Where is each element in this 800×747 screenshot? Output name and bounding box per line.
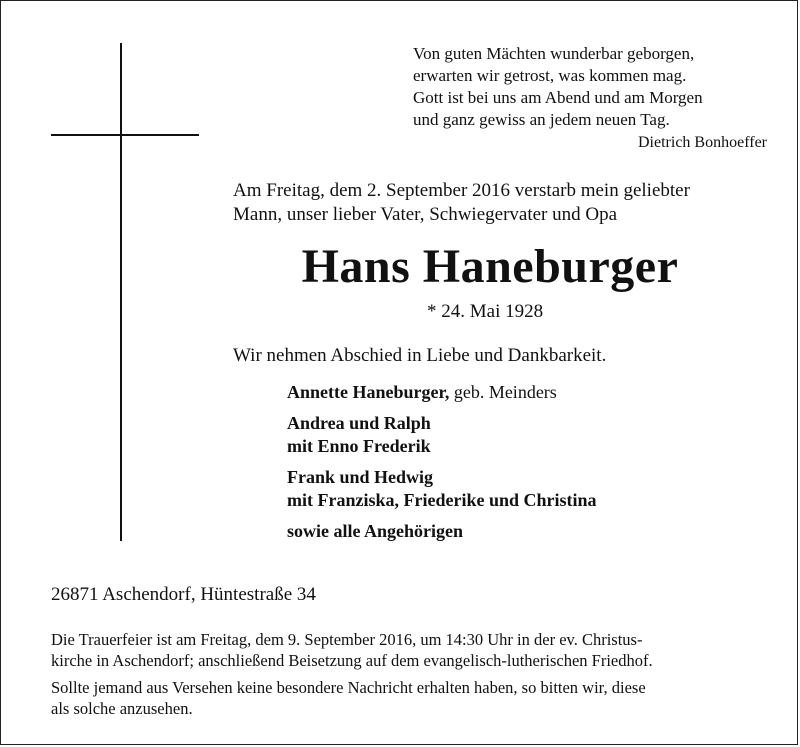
funeral-line: kirche in Aschendorf; anschließend Beisetzung auf dem evangelisch-lutherischen Friedhof. — [51, 651, 653, 670]
wife-maiden-name: geb. Meinders — [449, 382, 557, 402]
poem-line: Gott ist bei uns am Abend und am Morgen — [413, 88, 703, 107]
cross-icon-horizontal-bar — [51, 134, 199, 136]
death-announcement — [233, 179, 690, 227]
notice-line: als solche anzusehen. — [51, 699, 193, 718]
funeral-line: Die Trauerfeier ist am Freitag, dem 9. September 2016, um 14:30 Uhr in der ev. Christus- — [51, 630, 643, 649]
poem-line: und ganz gewiss an jedem neuen Tag. — [413, 110, 670, 129]
deceased-name: Hans Haneburger — [301, 240, 679, 293]
poem — [413, 43, 703, 131]
farewell-text: Wir nehmen Abschied in Liebe und Dankbarkeit. — [233, 345, 607, 366]
notice-line: Sollte jemand aus Versehen keine besondere Nachricht erhalten haben, so bitten wir, diese — [51, 678, 646, 697]
announcement-line: Am Freitag, dem 2. September 2016 verstarb mein geliebter — [233, 180, 690, 201]
address: 26871 Aschendorf, Hüntestraße 34 — [51, 584, 316, 605]
poem-line: erwarten wir getrost, was kommen mag. — [413, 66, 687, 85]
family-line: Frank und Hedwig — [287, 467, 434, 487]
announcement-line: Mann, unser lieber Vater, Schwiegervater und Opa — [233, 204, 618, 225]
notice-info — [51, 677, 759, 719]
poem-line: Von guten Mächten wunderbar geborgen, — [413, 44, 695, 63]
poem-author: Dietrich Bonhoeffer — [638, 134, 767, 151]
family-list — [287, 381, 597, 543]
birth-date: * 24. Mai 1928 — [427, 301, 544, 322]
family-wife — [287, 381, 597, 404]
funeral-notes — [51, 629, 759, 725]
family-group — [287, 466, 597, 512]
family-others: sowie alle Angehörigen — [287, 521, 463, 541]
family-group — [287, 412, 597, 458]
family-line: Andrea und Ralph — [287, 413, 431, 433]
funeral-info — [51, 629, 759, 671]
wife-name: Annette Haneburger, — [287, 382, 450, 402]
family-line: mit Franziska, Friederike und Christina — [287, 490, 597, 510]
family-line: mit Enno Frederik — [287, 436, 431, 456]
